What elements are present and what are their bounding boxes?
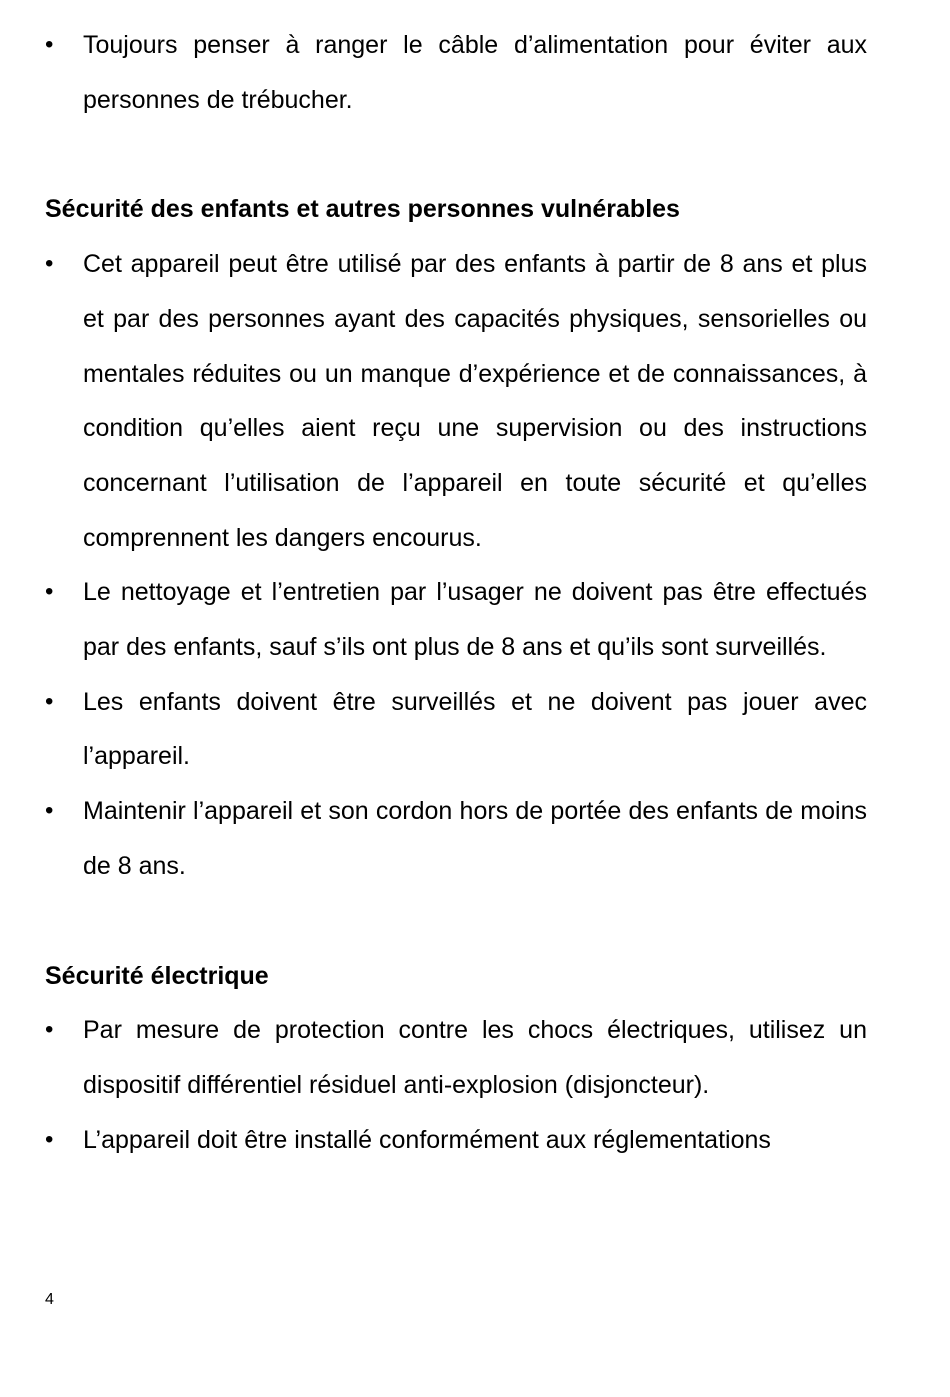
- bullet-icon: •: [45, 578, 54, 606]
- list-item: [45, 1113, 867, 1168]
- section-electrical-safety: [45, 949, 867, 1168]
- list-item: [45, 784, 867, 893]
- list-item-text: Cet appareil peut être utilisé par des enfants à partir de 8 ans et plus et par des personnes ayant des capacités physiques, sensorielles ou mentales réduites ou un manque d’expérience et de connaissances, à condition qu’elles aient reçu une supervision ou des instructions concernant l’utilisation de l’appareil en toute sécurité et qu’elles comprennent les dangers encourus.: [83, 250, 867, 552]
- list-item: [45, 18, 867, 127]
- list-item: [45, 1003, 867, 1112]
- list-item: [45, 565, 867, 674]
- list-item-text: Maintenir l’appareil et son cordon hors de portée des enfants de moins de 8 ans.: [83, 797, 867, 880]
- list-item: [45, 237, 867, 565]
- bullet-icon: •: [45, 687, 54, 715]
- bullet-icon: •: [45, 31, 54, 58]
- section-heading: Sécurité électrique: [45, 961, 269, 990]
- list-item-text: Les enfants doivent être surveillés et ne doivent pas jouer avec l’appareil.: [83, 687, 867, 771]
- list-item-text: Le nettoyage et l’entretien par l’usager ne doivent pas être effectués par des enfants, sauf s’ils ont plus de 8 ans et qu’ils sont surveillés.: [83, 578, 867, 662]
- document-page: [45, 18, 867, 1167]
- bullet-icon: •: [45, 797, 54, 825]
- list-item-text: Toujours penser à ranger le câble d’alimentation pour éviter aux personnes de trébucher.: [83, 31, 867, 114]
- page-number: 4: [45, 1291, 54, 1308]
- bullet-icon: •: [45, 1125, 54, 1153]
- electrical-safety-bullet-list: [45, 1003, 867, 1167]
- list-item-text: Par mesure de protection contre les chocs électriques, utilisez un dispositif différentiel résiduel anti-explosion (disjoncteur).: [83, 1016, 867, 1099]
- section-spacer: [45, 127, 867, 182]
- bullet-icon: •: [45, 1016, 54, 1044]
- child-safety-bullet-list: [45, 237, 867, 893]
- intro-bullet-list: [45, 18, 867, 127]
- section-child-safety: [45, 182, 867, 893]
- list-item-text: L’appareil doit être installé conformément aux réglementations: [83, 1125, 771, 1154]
- bullet-icon: •: [45, 250, 54, 278]
- list-item: [45, 675, 867, 784]
- section-spacer: [45, 894, 867, 949]
- section-heading: Sécurité des enfants et autres personnes vulnérables: [45, 195, 680, 224]
